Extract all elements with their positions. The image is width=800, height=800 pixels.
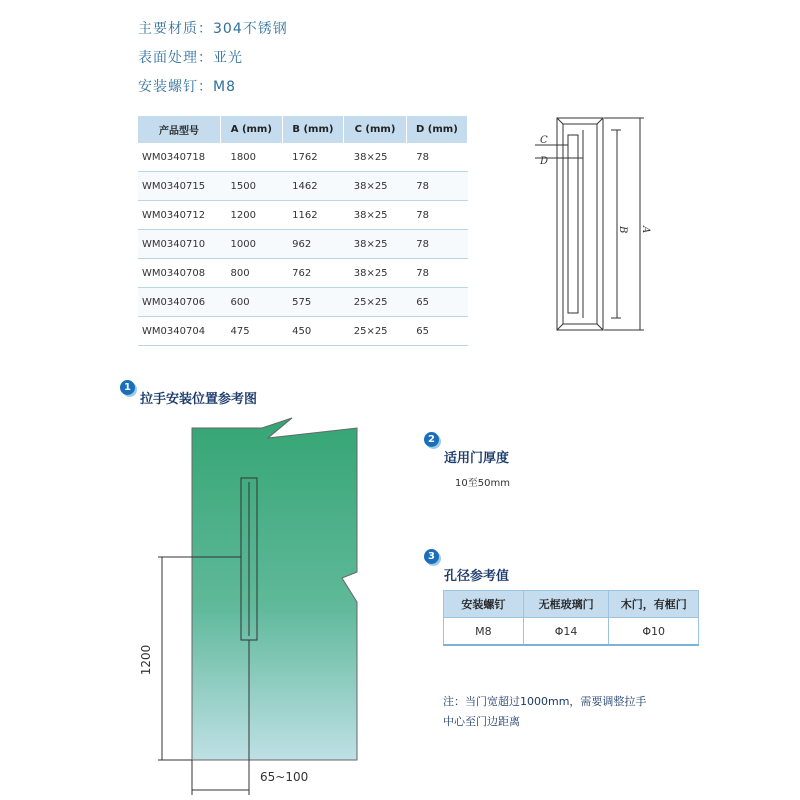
hole-table-header xyxy=(444,591,699,618)
table-cell: 1500 xyxy=(221,172,283,201)
table-cell: 25×25 xyxy=(344,317,407,346)
spec-screw: 安装螺钉：M8 xyxy=(138,79,236,95)
table-cell: Φ10 xyxy=(609,618,699,646)
table-cell: 575 xyxy=(282,288,344,317)
table-cell: 1000 xyxy=(221,230,283,259)
table-cell: 78 xyxy=(406,201,467,230)
header-cell: 木门，有框门 xyxy=(609,591,699,618)
table-cell: WM0340704 xyxy=(138,317,221,346)
table-cell: 38×25 xyxy=(344,143,407,172)
table-cell: 762 xyxy=(282,259,344,288)
table-cell: 78 xyxy=(406,230,467,259)
table-cell: WM0340710 xyxy=(138,230,221,259)
table-row xyxy=(444,618,699,646)
table-cell: 65 xyxy=(406,317,467,346)
table-cell: WM0340715 xyxy=(138,172,221,201)
header-cell: D (mm) xyxy=(406,116,467,143)
table-cell: 962 xyxy=(282,230,344,259)
header-cell: C (mm) xyxy=(344,116,407,143)
installation-note xyxy=(443,692,646,732)
section-1-badge: 1 xyxy=(120,380,135,395)
table-cell: 1462 xyxy=(282,172,344,201)
table-cell: M8 xyxy=(444,618,524,646)
table-cell: 1162 xyxy=(282,201,344,230)
table-cell: Φ14 xyxy=(523,618,609,646)
table-cell: 78 xyxy=(406,143,467,172)
section-2-badge: 2 xyxy=(424,432,439,447)
section-1-title: 拉手安装位置参考图 xyxy=(140,392,258,407)
table-cell: WM0340718 xyxy=(138,143,221,172)
table-row xyxy=(138,288,468,317)
note-line: 中心至门边距离 xyxy=(443,715,520,728)
width-dimension-label: 65~100 xyxy=(260,770,309,784)
table-cell: 78 xyxy=(406,172,467,201)
table-cell: 65 xyxy=(406,288,467,317)
table-row xyxy=(138,230,468,259)
table-cell: 1762 xyxy=(282,143,344,172)
table-row xyxy=(138,259,468,288)
dim-label-c: C xyxy=(540,135,548,146)
table-cell: 38×25 xyxy=(344,230,407,259)
table-cell: 1800 xyxy=(221,143,283,172)
spec-material: 主要材质：304不锈钢 xyxy=(138,21,288,37)
table-cell: WM0340712 xyxy=(138,201,221,230)
dim-label-b: B xyxy=(617,226,628,234)
table-cell: 800 xyxy=(221,259,283,288)
table-cell: WM0340706 xyxy=(138,288,221,317)
height-dimension-label: 1200 xyxy=(139,644,153,676)
table-cell: 25×25 xyxy=(344,288,407,317)
header-cell: B (mm) xyxy=(282,116,344,143)
table-cell: 450 xyxy=(282,317,344,346)
table-cell: 38×25 xyxy=(344,201,407,230)
dim-label-d: D xyxy=(540,156,549,167)
table-cell: WM0340708 xyxy=(138,259,221,288)
header-cell: 无框玻璃门 xyxy=(523,591,609,618)
table-cell: 38×25 xyxy=(344,172,407,201)
note-line: 注：当门宽超过1000mm，需要调整拉手 xyxy=(443,695,647,708)
door-thickness-value: 10至50mm xyxy=(455,478,510,489)
table-row xyxy=(138,201,468,230)
table-row xyxy=(138,317,468,346)
header-cell: 安装螺钉 xyxy=(444,591,524,618)
table-cell: 475 xyxy=(221,317,283,346)
table-cell: 1200 xyxy=(221,201,283,230)
hole-diameter-table xyxy=(443,590,699,646)
header-cell: 产品型号 xyxy=(138,116,221,143)
model-table-header xyxy=(138,116,468,143)
table-cell: 78 xyxy=(406,259,467,288)
header-cell: A (mm) xyxy=(221,116,283,143)
table-cell: 38×25 xyxy=(344,259,407,288)
model-table xyxy=(138,116,468,346)
section-3-title: 孔径参考值 xyxy=(444,569,510,584)
table-row xyxy=(138,172,468,201)
spec-surface: 表面处理：亚光 xyxy=(138,50,243,66)
table-cell: 600 xyxy=(221,288,283,317)
section-3-badge: 3 xyxy=(424,549,439,564)
table-row xyxy=(138,143,468,172)
dim-label-a: A xyxy=(640,226,651,234)
section-2-title: 适用门厚度 xyxy=(444,451,510,466)
